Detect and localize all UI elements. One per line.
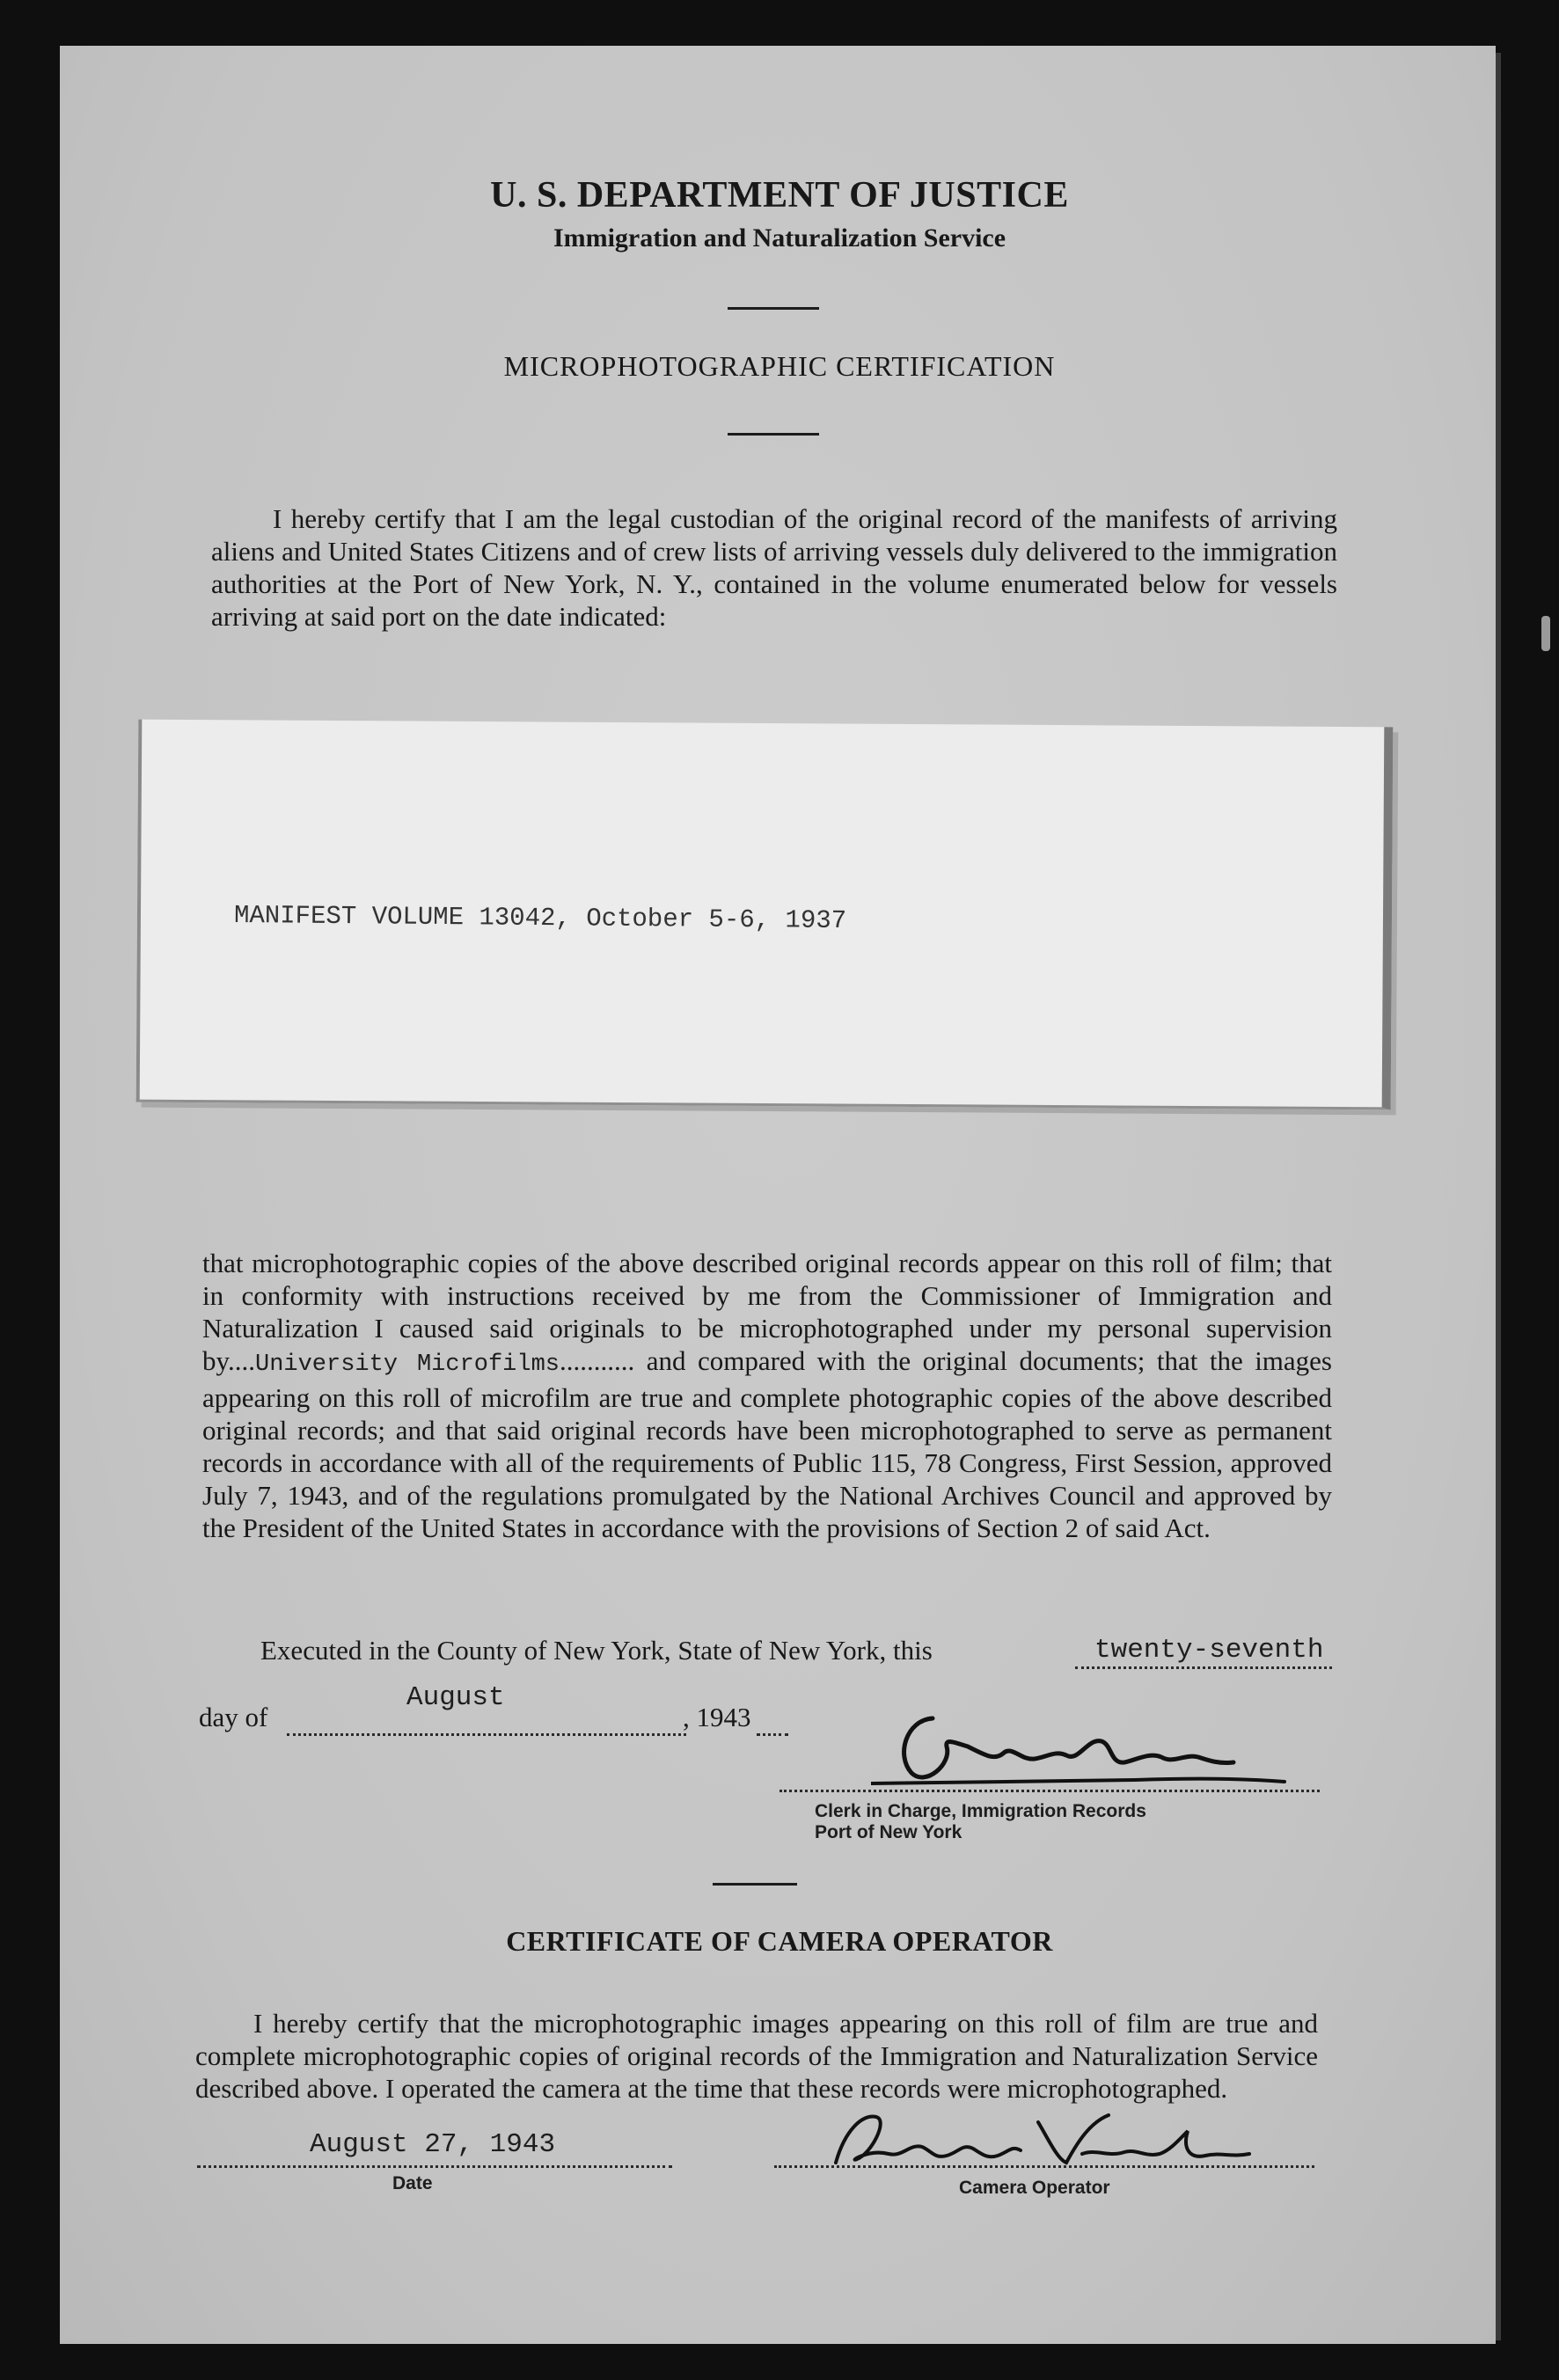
executed-text: Executed in the County of New York, State of New York, this (260, 1635, 933, 1666)
certification-body: that microphotographic copies of the above described original records appear on this roll of film; that in conformity with instructions received by me from the Commissioner of Immigration and Naturalization I caused said originals to be microphotographed under my personal supervision by....University Microfilms........... and compared with the original documents; that the images appearing on this roll of microfilm are true and complete photographic copies of the above described original records; and that said original records have been microphotographed to serve as permanent records in accordance with all of the requirements of Public 115, 78 Congress, First Session, approved July 7, 1943, and of the regulations promulgated by the National Archives Council and approved by the President of the United States in accordance with the provisions of Section 2 of said Act. (202, 1248, 1332, 1543)
service-subtitle: Immigration and Naturalization Service (553, 223, 1006, 253)
operator-signature (818, 2105, 1276, 2175)
clerk-port: Port of New York (815, 1822, 962, 1842)
month-value: August (406, 1682, 505, 1713)
page-edge-shadow (1496, 53, 1501, 2340)
date-dotted-line (197, 2165, 672, 2168)
executed-day: twenty-seventh (1094, 1635, 1324, 1666)
certification-intro: I hereby certify that I am the legal custodian of the original record of the manifests of arriving aliens and United States Citizens and of crew lists of arriving vessels duly delivered to the immigration authorities at the Port of New York, N. Y., contained in the volume enumerated below for vessels arriving at said port on the date indicated: (211, 503, 1337, 632)
executed-day-dotted-line (1075, 1666, 1332, 1669)
operator-date-value: August 27, 1943 (310, 2129, 556, 2160)
month-dotted-line (287, 1733, 686, 1736)
supervisor-name: University Microfilms (255, 1351, 560, 1378)
clerk-signature (871, 1703, 1293, 1799)
camera-operator-title: CERTIFICATE OF CAMERA OPERATOR (506, 1925, 1053, 1957)
year-value: , 1943 (683, 1702, 751, 1732)
clerk-caption (815, 1801, 1146, 1843)
camera-operator-text: I hereby certify that the microphotographic images appearing on this roll of film are true and complete microphotographic copies of original records of the Immigration and Naturalization Service described above. I operated the camera at the time that these records were microphotographed. (195, 2008, 1318, 2104)
certification-title: MICROPHOTOGRAPHIC CERTIFICATION (503, 350, 1056, 382)
body-part-1: that microphotographic copies of the above described original records appear on this roll of film; that in conformity with instructions received by me from the Commissioner of Immigration and Naturalization I caused said originals to be microphotographed under my personal supervision by (202, 1248, 1332, 1376)
day-of-label: day of (199, 1702, 268, 1732)
divider-rule (728, 433, 819, 436)
year-dotted-line (757, 1733, 788, 1736)
executed-line (260, 1635, 933, 1666)
date-label: Date (392, 2173, 433, 2193)
department-title: U. S. DEPARTMENT OF JUSTICE (490, 175, 1069, 216)
divider-rule (713, 1883, 797, 1886)
divider-rule (728, 307, 819, 310)
clerk-title: Clerk in Charge, Immigration Records (815, 1801, 1146, 1821)
volume-card-text: MANIFEST VOLUME 13042, October 5-6, 1937 (233, 900, 847, 936)
body-part-2: and compared with the original documents; that the images appearing on this roll of microfilm are true and complete photographic copies of the above described original records; and that said original records have been microphotographed to serve as permanent records in accordance with all of the requirements of Public 115, 78 Congress, First Session, approved July 7, 1943, and of the regulations promulgated by the National Archives Council and approved by the President of the United States in accordance with the provisions of Section 2 of said Act. (202, 1345, 1332, 1543)
document-sheet (60, 46, 1496, 2344)
film-speck (1541, 616, 1550, 651)
camera-operator-label: Camera Operator (959, 2178, 1110, 2198)
